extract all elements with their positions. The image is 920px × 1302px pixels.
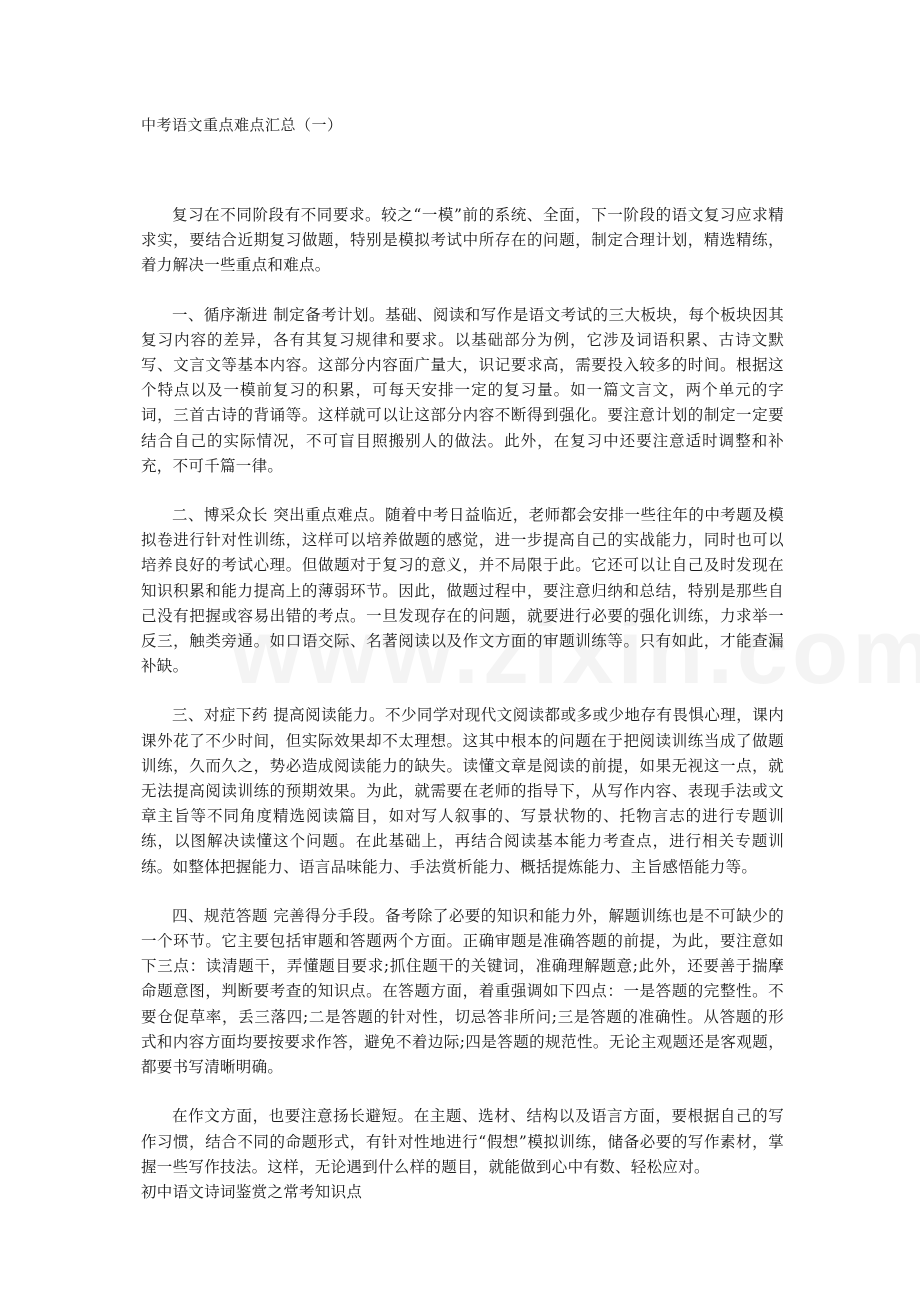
- page-title: 中考语文重点难点汇总（一）: [141, 116, 343, 134]
- paragraph-section-4: 四、规范答题 完善得分手段。备考除了必要的知识和能力外，解题训练也是不可缺少的一个环节。它主要包括审题和答题两个方面。正确审题是准确答题的前提，为此，要注意如下三点：读清题干，弄懂题目要求;抓住题干的关键词，准确理解题意;此外，还要善于揣摩命题意图，判断要考查的知识点。在答题方面，着重强调如下四点：一是答题的完整性。不要仓促草率，丢三落四;二是答题的针对性，切忌答非所问;三是答题的准确性。从答题的形式和内容方面均要按要求作答，避免不着边际;四是答题的规范性。无论主观题还是客观题，都要书写清晰明确。: [141, 906, 784, 1077]
- next-section-title: 初中语文诗词鉴赏之常考知识点: [141, 1182, 363, 1201]
- paragraph-intro: 复习在不同阶段有不同要求。较之“一模”前的系统、全面，下一阶段的语文复习应求精求实，要结合近期复习做题，特别是模拟考试中所存在的问题，制定合理计划，精选精练，着力解决一些重点和难点。: [141, 206, 784, 275]
- paragraph-section-2: 二、博采众长 突出重点难点。随着中考日益临近，老师都会安排一些往年的中考题及模拟卷进行针对性训练，这样可以培养做题的感觉，进一步提高自己的实战能力，同时也可以培养良好的考试心理。但做题对于复习的意义，并不局限于此。它还可以让自己及时发现在知识积累和能力提高上的薄弱环节。因此，做题过程中，要注意归纳和总结，特别是那些自己没有把握或容易出错的考点。一旦发现存在的问题，就要进行必要的强化训练，力求举一反三，触类旁通。如口语交际、名著阅读以及作文方面的审题训练等。只有如此，才能查漏补缺。: [141, 506, 784, 676]
- document-body: [141, 203, 784, 1205]
- paragraph-section-1: 一、循序渐进 制定备考计划。基础、阅读和写作是语文考试的三大板块，每个板块因其复习内容的差异，各有其复习规律和要求。以基础部分为例，它涉及词语积累、古诗文默写、文言文等基本内容。这部分内容面广量大，识记要求高，需要投入较多的时间。根据这个特点以及一模前复习的积累，可每天安排一定的复习量。如一篇文言文，两个单元的字词，三首古诗的背诵等。这样就可以让这部分内容不断得到强化。要注意计划的制定一定要结合自己的实际情况，不可盲目照搬别人的做法。此外，在复习中还要注意适时调整和补充，不可千篇一律。: [141, 305, 784, 475]
- paragraph-writing: 在作文方面，也要注意扬长避短。在主题、选材、结构以及语言方面，要根据自己的写作习惯，结合不同的命题形式，有针对性地进行“假想”模拟训练，储备必要的写作素材，掌握一些写作技法。这样，无论遇到什么样的题目，就能做到心中有数、轻松应对。: [141, 1107, 784, 1176]
- paragraph-section-3: 三、对症下药 提高阅读能力。不少同学对现代文阅读都或多或少地存有畏惧心理，课内课外花了不少时间，但实际效果却不太理想。这其中根本的问题在于把阅读训练当成了做题训练，久而久之，势必造成阅读能力的缺失。读懂文章是阅读的前提，如果无视这一点，就无法提高阅读训练的预期效果。为此，就需要在老师的指导下，从写作内容、表现手法或文章主旨等不同角度精选阅读篇目，如对写人叙事的、写景状物的、托物言志的进行专题训练，以图解决读懂这个问题。在此基础上，再结合阅读基本能力考查点，进行相关专题训练。如整体把握能力、语言品味能力、手法赏析能力、概括提炼能力、主旨感悟能力等。: [141, 706, 784, 876]
